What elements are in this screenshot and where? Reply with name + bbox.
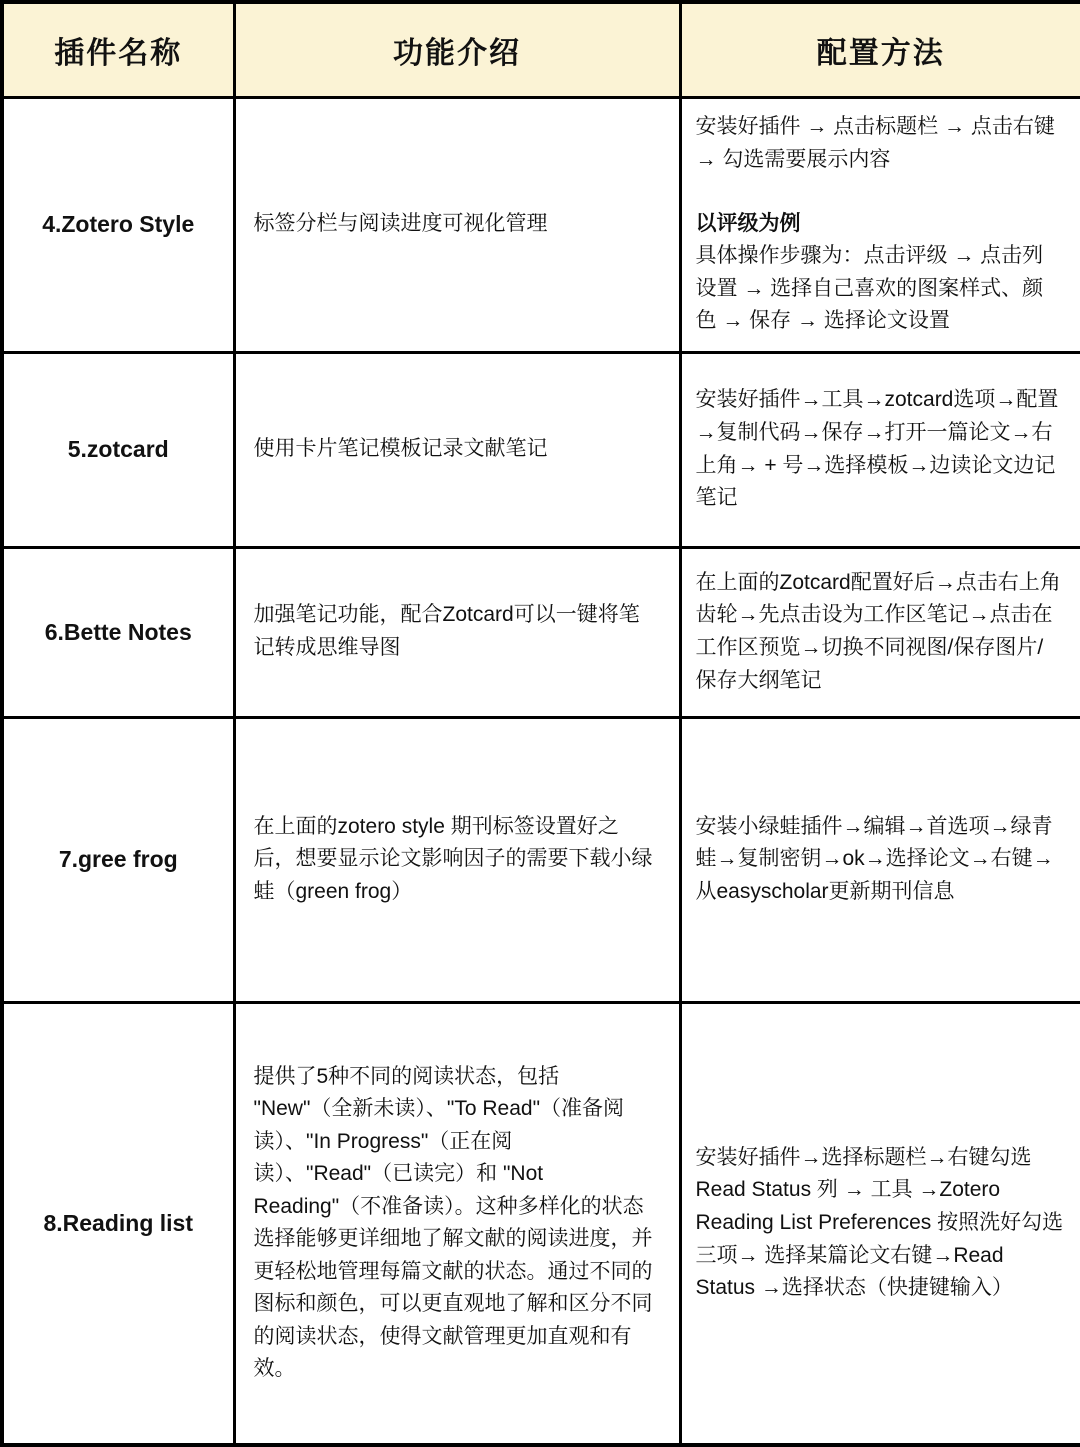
config-step: 安装好插件→工具→zotcard选项→配置→复制代码→保存→打开一篇论文→右上角→ + 号→选择模板→边读论文边记笔记 bbox=[695, 388, 1059, 510]
plugin-config bbox=[680, 717, 1080, 1002]
config-step: 安装好插件 → 点击标题栏 → 点击右键 → 勾选需要展示内容 bbox=[695, 115, 1055, 171]
plugin-config bbox=[680, 1002, 1080, 1445]
plugin-name: 7.gree frog bbox=[2, 717, 234, 1002]
config-example-title: 以评级为例 bbox=[695, 211, 801, 235]
plugin-config bbox=[680, 352, 1080, 547]
table-row bbox=[2, 97, 1080, 352]
plugin-feature: 加强笔记功能，配合Zotcard可以一键将笔记转成思维导图 bbox=[234, 547, 680, 717]
plugin-name: 5.zotcard bbox=[2, 352, 234, 547]
table-row bbox=[2, 352, 1080, 547]
plugin-feature: 在上面的zotero style 期刊标签设置好之后，想要显示论文影响因子的需要下载小绿蛙（green frog） bbox=[234, 717, 680, 1002]
table-row bbox=[2, 547, 1080, 717]
config-step: 具体操作步骤为：点击评级 → 点击列设置 → 选择自己喜欢的图案样式、颜色 → 保存 → 选择论文设置 bbox=[695, 244, 1044, 333]
plugin-name: 8.Reading list bbox=[2, 1002, 234, 1445]
plugin-feature: 标签分栏与阅读进度可视化管理 bbox=[234, 97, 680, 352]
config-step: 安装好插件→选择标题栏→右键勾选 Read Status 列 → 工具 →Zotero Reading List Preferences 按照洗好勾选三项→ 选择某篇论文右键→Read Status →选择状态（快捷键输入） bbox=[695, 1145, 1064, 1300]
plugin-config bbox=[680, 97, 1080, 352]
config-step: 安装小绿蛙插件→编辑→首选项→绿青蛙→复制密钥→ok→选择论文→右键→从easyscholar更新期刊信息 bbox=[695, 814, 1054, 903]
table-header-row bbox=[2, 2, 1080, 97]
plugin-feature: 使用卡片笔记模板记录文献笔记 bbox=[234, 352, 680, 547]
header-config: 配置方法 bbox=[680, 2, 1080, 97]
header-feature: 功能介绍 bbox=[234, 2, 680, 97]
plugin-feature: 提供了5种不同的阅读状态，包括 "New"（全新未读）、"To Read"（准备阅读）、"In Progress"（正在阅读）、"Read"（已读完）和 "Not Reading"（不准备读）。这种多样化的状态选择能够更详细地了解文献的阅读进度，并更轻松地管理每篇文献的状态。通过不同的图标和颜色，可以更直观地了解和区分不同的阅读状态，使得文献管理更加直观和有效。 bbox=[234, 1002, 680, 1445]
config-step: 在上面的Zotcard配置好后→点击右上角齿轮→先点击设为工作区笔记→点击在工作区预览→切换不同视图/保存图片/保存大纲笔记 bbox=[695, 570, 1061, 692]
table-row bbox=[2, 1002, 1080, 1445]
plugin-name: 6.Bette Notes bbox=[2, 547, 234, 717]
plugin-name: 4.Zotero Style bbox=[2, 97, 234, 352]
header-plugin-name: 插件名称 bbox=[2, 2, 234, 97]
plugin-config bbox=[680, 547, 1080, 717]
table-row bbox=[2, 717, 1080, 1002]
